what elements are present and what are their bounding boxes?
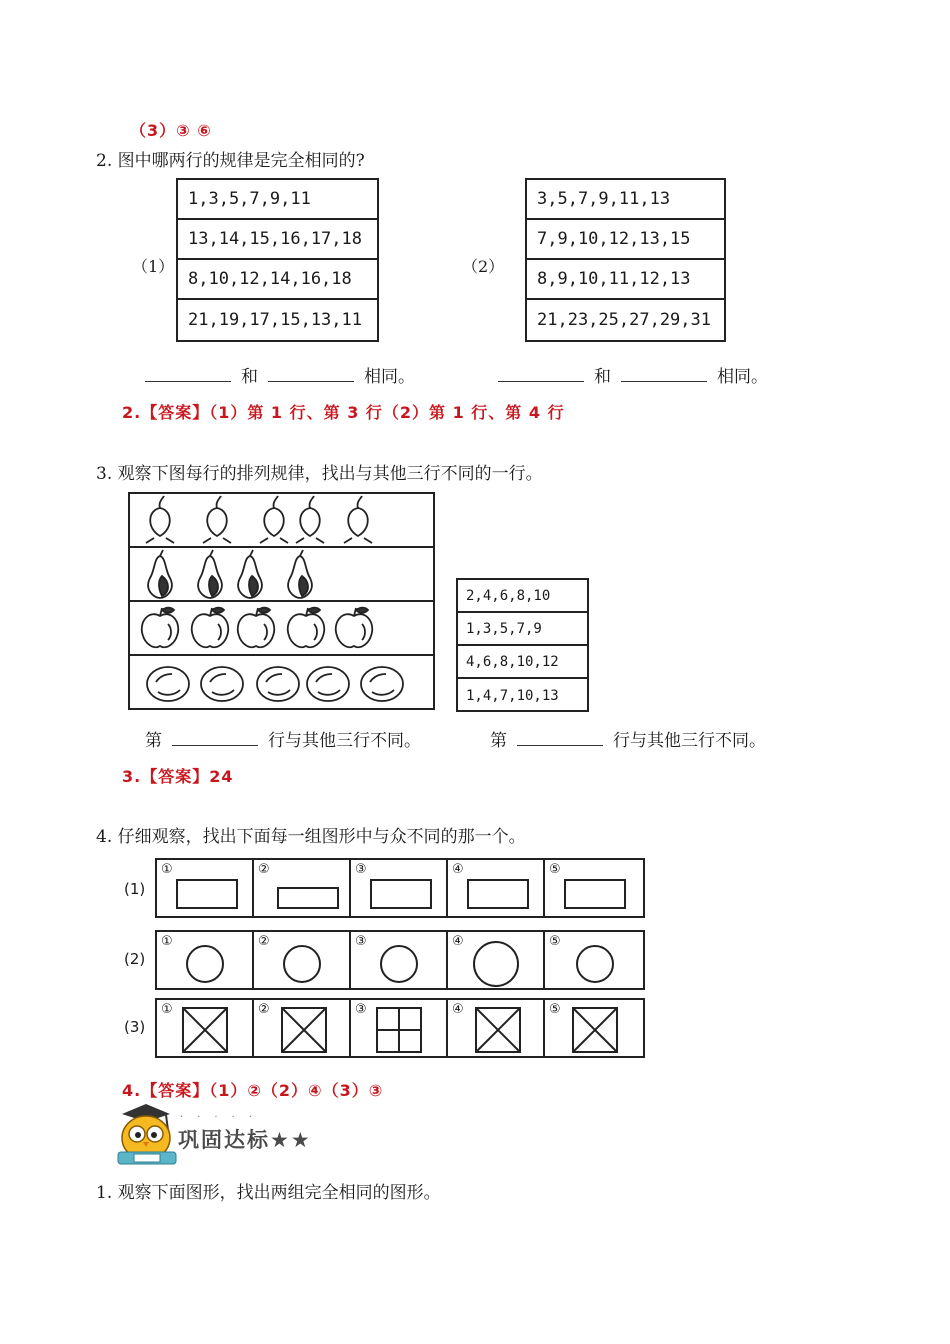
shape-cell: ④ [448, 932, 545, 988]
q3-title: 3. 观察下图每行的排列规律，找出与其他三行不同的一行。 [96, 464, 543, 484]
table-row: 2,4,6,8,10 [458, 580, 587, 613]
row-label: (1) [124, 880, 146, 898]
q2-table1-label: （1） [132, 257, 175, 276]
answer-blank[interactable] [268, 367, 354, 382]
suffix-text: 行与其他三行不同。 [268, 731, 421, 751]
shape-row-1 [155, 858, 645, 918]
table-row: 1,3,5,7,9,11 [178, 180, 377, 220]
fruit-picture-box [128, 492, 435, 710]
shape-row-2 [155, 930, 645, 990]
shape-cell: ② [254, 1000, 351, 1056]
shape-cell: ③ [351, 1000, 448, 1056]
orange-icons [130, 656, 433, 708]
suffix-text: 行与其他三行不同。 [613, 731, 766, 751]
table-row: 21,19,17,15,13,11 [188, 310, 362, 330]
answer-blank[interactable] [621, 367, 707, 382]
q2-table1 [176, 178, 379, 342]
pear-icons [130, 548, 433, 600]
heading-dots: ····· [180, 1112, 266, 1123]
shape-cell: ② [254, 932, 351, 988]
answer-blank[interactable] [145, 367, 231, 382]
row-label: (3) [124, 1018, 146, 1036]
prefix-text: 第 [145, 731, 162, 751]
q3-number-table [456, 578, 589, 712]
shape-row-3 [155, 998, 645, 1058]
prefix-text: 第 [490, 731, 507, 751]
q2-answer: 2.【答案】（1）第 1 行、第 3 行（2）第 1 行、第 4 行 [122, 403, 565, 422]
peach-row [130, 494, 433, 548]
same-text: 相同。 [717, 367, 768, 387]
q3-answer: 3.【答案】24 [122, 767, 234, 786]
pear-row [130, 548, 433, 602]
table-row: 13,14,15,16,17,18 [178, 220, 377, 260]
shape-cell: ④ [448, 860, 545, 916]
section-heading: 巩固达标★★ [178, 1128, 312, 1152]
q3-fill-line-2 [490, 726, 766, 751]
table-row: 1,4,7,10,13 [466, 687, 559, 704]
table-row: 1,3,5,7,9 [458, 613, 587, 646]
q2-table2 [525, 178, 726, 342]
q2-table2-label: （2） [462, 257, 505, 276]
answer-blank[interactable] [517, 731, 603, 746]
row-label: (2) [124, 950, 146, 968]
table-row: 8,9,10,11,12,13 [527, 260, 724, 300]
orange-row [130, 656, 433, 710]
shape-cell: ⑤ [545, 860, 642, 916]
q2-title: 2. 图中哪两行的规律是完全相同的? [96, 151, 365, 171]
shape-cell: ⑤ [545, 932, 642, 988]
top-answer: （3）③ ⑥ [130, 121, 212, 140]
and-text: 和 [594, 367, 611, 387]
table-row: 8,10,12,14,16,18 [178, 260, 377, 300]
table-row: 21,23,25,27,29,31 [537, 310, 711, 330]
q2-fill-line-2 [488, 362, 768, 387]
shape-cell: ① [157, 860, 254, 916]
table-row: 3,5,7,9,11,13 [527, 180, 724, 220]
apple-row [130, 602, 433, 656]
peach-icons [130, 494, 433, 546]
shape-cell: ③ [351, 860, 448, 916]
shape-cell: ② [254, 860, 351, 916]
q2-fill-line-1 [135, 362, 415, 387]
q4-title: 4. 仔细观察，找出下面每一组图形中与众不同的那一个。 [96, 827, 526, 847]
q3-fill-line-1 [145, 726, 421, 751]
shape-cell: ⑤ [545, 1000, 642, 1056]
shape-cell: ④ [448, 1000, 545, 1056]
same-text: 相同。 [364, 367, 415, 387]
q4-answer: 4.【答案】（1）②（2）④（3）③ [122, 1081, 384, 1100]
shape-cell: ① [157, 1000, 254, 1056]
owl-mascot-icon [112, 1100, 182, 1168]
answer-blank[interactable] [498, 367, 584, 382]
table-row: 4,6,8,10,12 [458, 646, 587, 679]
shape-cell: ① [157, 932, 254, 988]
shape-cell: ③ [351, 932, 448, 988]
apple-icons [130, 602, 433, 654]
q5-title: 1. 观察下面图形，找出两组完全相同的图形。 [96, 1183, 441, 1203]
table-row: 7,9,10,12,13,15 [527, 220, 724, 260]
answer-blank[interactable] [172, 731, 258, 746]
and-text: 和 [241, 367, 258, 387]
